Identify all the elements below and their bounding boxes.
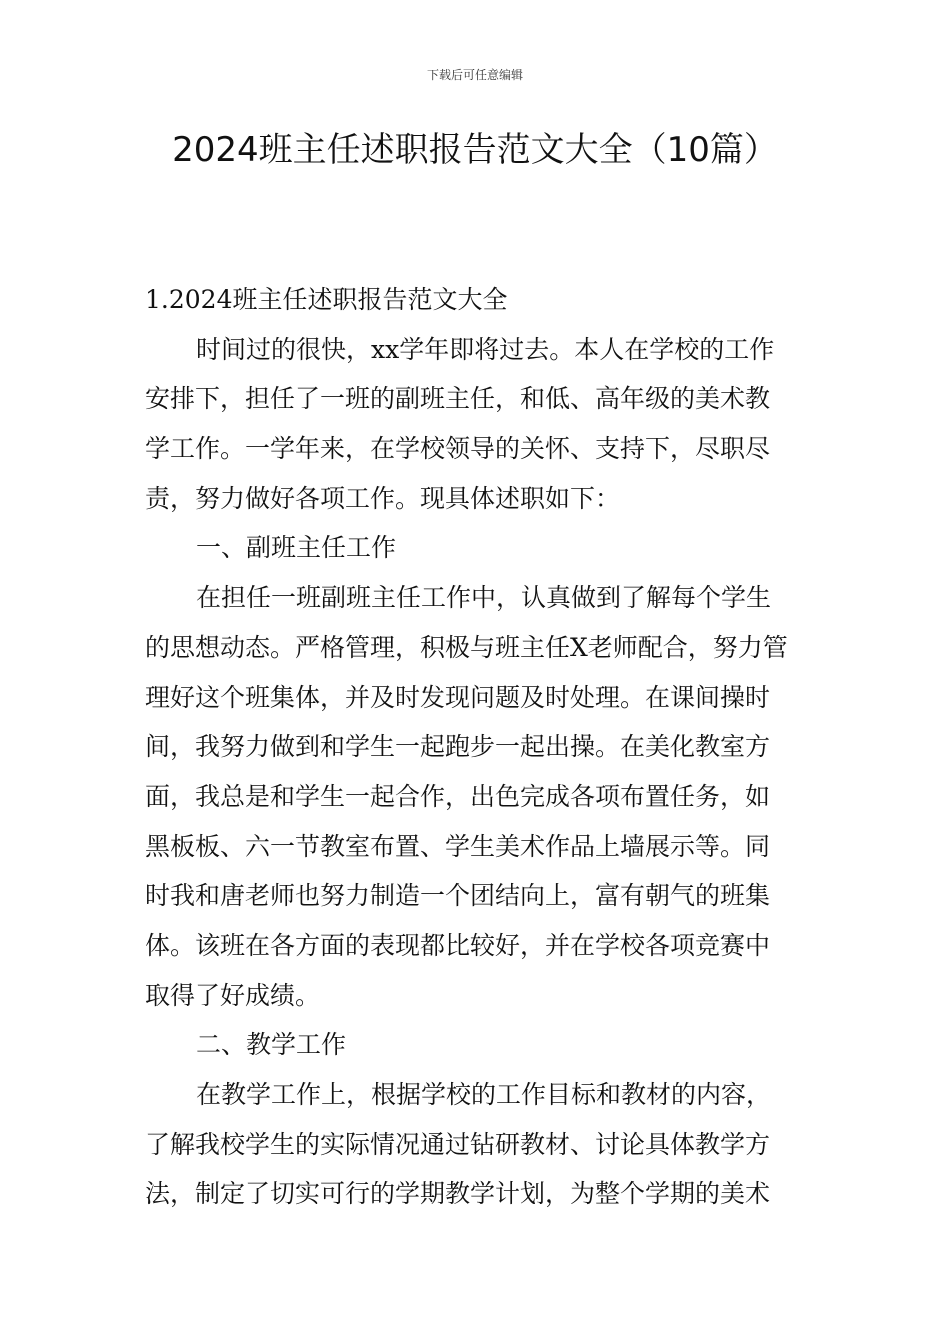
header-note: 下载后可任意编辑 — [426, 68, 523, 82]
subheading-vice-head-teacher-work: 一、副班主任工作 — [196, 533, 397, 563]
paragraph-line: 责，努力做好各项工作。现具体述职如下： — [145, 483, 621, 513]
paragraph-line: 在担任一班副班主任工作中，认真做到了解每个学生 — [196, 583, 772, 613]
section-heading: 1.2024班主任述职报告范文大全 — [145, 285, 508, 314]
paragraph-line: 学工作。一学年来，在学校领导的关怀、支持下，尽职尽 — [145, 434, 771, 464]
paragraph-line: 的思想动态。严格管理，积极与班主任X老师配合，努力管 — [145, 632, 788, 662]
paragraph-line: 法，制定了切实可行的学期教学计划，为整个学期的美术 — [145, 1179, 771, 1209]
paragraph-line: 理好这个班集体，并及时发现问题及时处理。在课间操时 — [145, 682, 771, 712]
document-body — [145, 275, 815, 1219]
paragraph-line: 安排下，担任了一班的副班主任，和低、高年级的美术教 — [145, 384, 771, 414]
paragraph-line: 了解我校学生的实际情况通过钻研教材、讨论具体教学方 — [145, 1129, 771, 1159]
paragraph-line: 体。该班在各方面的表现都比较好，并在学校各项竞赛中 — [145, 930, 771, 960]
paragraph-line: 在教学工作上，根据学校的工作目标和教材的内容， — [196, 1080, 772, 1109]
subheading-teaching-work: 二、教学工作 — [196, 1030, 347, 1060]
paragraph-line: 黑板板、六一节教室布置、学生美术作品上墙展示等。同 — [145, 831, 771, 861]
paragraph-line: 时我和唐老师也努力制造一个团结向上，富有朝气的班集 — [145, 881, 771, 911]
paragraph-line: 面，我总是和学生一起合作，出色完成各项布置任务，如 — [145, 781, 771, 811]
paragraph-line: 间，我努力做到和学生一起跑步一起出操。在美化教室方 — [145, 732, 771, 762]
paragraph-line: 时间过的很快，xx学年即将过去。本人在学校的工作 — [196, 334, 775, 364]
paragraph-line: 取得了好成绩。 — [145, 980, 321, 1010]
document-title: 2024班主任述职报告范文大全（10篇） — [172, 130, 778, 170]
